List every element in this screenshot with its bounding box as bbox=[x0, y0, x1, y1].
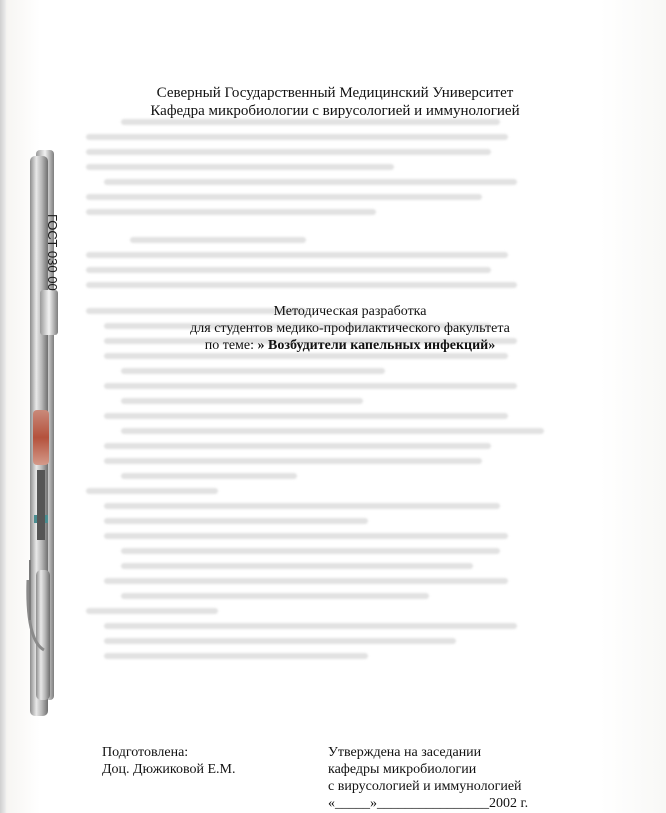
approval-line-1: Утверждена на заседании bbox=[328, 745, 482, 760]
university-header bbox=[100, 84, 570, 120]
binder-rust-stain bbox=[33, 410, 49, 465]
document-title-block bbox=[130, 303, 570, 354]
university-name: Северный Государственный Медицинский Университет bbox=[156, 85, 514, 101]
prepared-label: Подготовлена: bbox=[102, 745, 189, 760]
topic-title: » Возбудители капельных инфекций» bbox=[257, 338, 496, 353]
approval-line-3: с вирусологией и иммунологией bbox=[328, 779, 522, 794]
topic-line bbox=[130, 337, 570, 354]
approval-line-2: кафедры микробиологии bbox=[328, 762, 477, 777]
binder-clip bbox=[0, 0, 80, 813]
approval-date-line: «_____»________________2002 г. bbox=[328, 796, 529, 811]
prepared-author: Доц. Дюжиковой Е.М. bbox=[102, 762, 236, 777]
audience-line: для студентов медико-профилактического факультета bbox=[190, 321, 510, 336]
approval-block bbox=[328, 744, 528, 812]
binder-slot bbox=[37, 470, 45, 540]
binder-lower-bar bbox=[36, 570, 50, 700]
department-name: Кафедра микробиологии с вирусологией и иммунологией bbox=[150, 103, 520, 119]
document-type: Методическая разработка bbox=[273, 304, 427, 319]
binder-tab bbox=[40, 290, 58, 335]
binder-label: ГОСТ 030 00 bbox=[45, 214, 60, 291]
topic-prefix: по теме: bbox=[204, 338, 258, 353]
prepared-by-block bbox=[102, 744, 235, 778]
bleed-through-text bbox=[86, 110, 526, 668]
